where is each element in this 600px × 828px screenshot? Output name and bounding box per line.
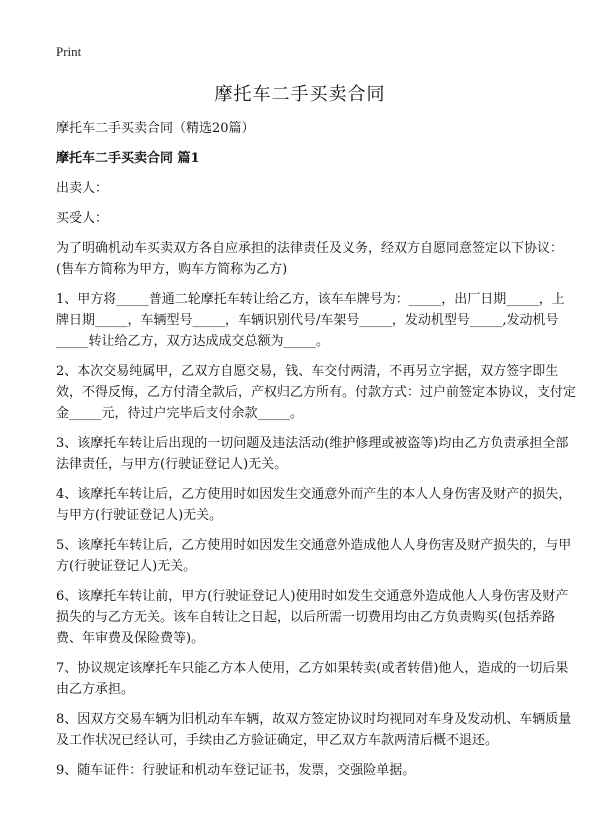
clause-4: 4、该摩托车转让后，乙方使用时如因发生交通意外而产生的本人人身伤害及财产的损失，与甲方(行驶证登记人)无关。	[56, 487, 572, 523]
clause-3: 3、该摩托车转让后出现的一切问题及违法活动(维护修理或被盗等)均由乙方负责承担全部法律责任，与甲方(行驶证登记人)无关。	[56, 436, 569, 472]
clause-1: 1、甲方将_____普通二轮摩托车转让给乙方，该车车牌号为：_____，出厂日期_____，上牌日期_____，车辆型号_____，车辆识别代号/车架号_____，发动机型号_____,发动机号_____转让给乙方，双方达成成交总额为_____。	[56, 292, 565, 349]
clause-5: 5、该摩托车转让后，乙方使用时如因发生交通意外造成他人人身伤害及财产损失的，与甲方(行驶证登记人)无关。	[56, 538, 572, 574]
section-heading: 摩托车二手买卖合同 篇1	[56, 151, 200, 166]
clause-7: 7、协议规定该摩托车只能乙方本人使用，乙方如果转卖(或者转借)他人，造成的一切后果由乙方承担。	[56, 661, 569, 697]
seller-label: 出卖人：	[56, 181, 109, 196]
document-body	[56, 118, 576, 790]
document-title: 摩托车二手买卖合同	[214, 84, 386, 105]
intro-paragraph: 为了明确机动车买卖双方各自应承担的法律责任及义务，经双方自愿同意签定以下协议：(售车方简称为甲方，购车方简称为乙方)	[56, 241, 564, 277]
print-link[interactable]: Print	[56, 44, 82, 59]
document-subtitle: 摩托车二手买卖合同（精选20篇）	[56, 121, 255, 136]
clause-6: 6、该摩托车转让前，甲方(行驶证登记人)使用时如发生交通意外造成他人人身伤害及财产损失的与乙方无关。该车自转让之日起，以后所需一切费用均由乙方负责购买(包括养路费、年审费及保险费等)。	[56, 589, 569, 646]
clause-2: 2、本次交易纯属甲，乙双方自愿交易，钱、车交付两清，不再另立字据，双方签字即生效，不得反悔，乙方付清全款后，产权归乙方所有。付款方式：过户前签定本协议，支付定金_____元，待过户完毕后支付余款_____。	[56, 364, 577, 421]
clause-8: 8、因双方交易车辆为旧机动车车辆，故双方签定协议时均视同对车身及发动机、车辆质量及工作状况已经认可，手续由乙方验证确定，甲乙双方车款两清后概不退还。	[56, 712, 572, 748]
buyer-label: 买受人：	[56, 211, 109, 226]
clause-9: 9、随车证件：行驶证和机动车登记证书，发票，交强险单据。	[56, 763, 416, 778]
